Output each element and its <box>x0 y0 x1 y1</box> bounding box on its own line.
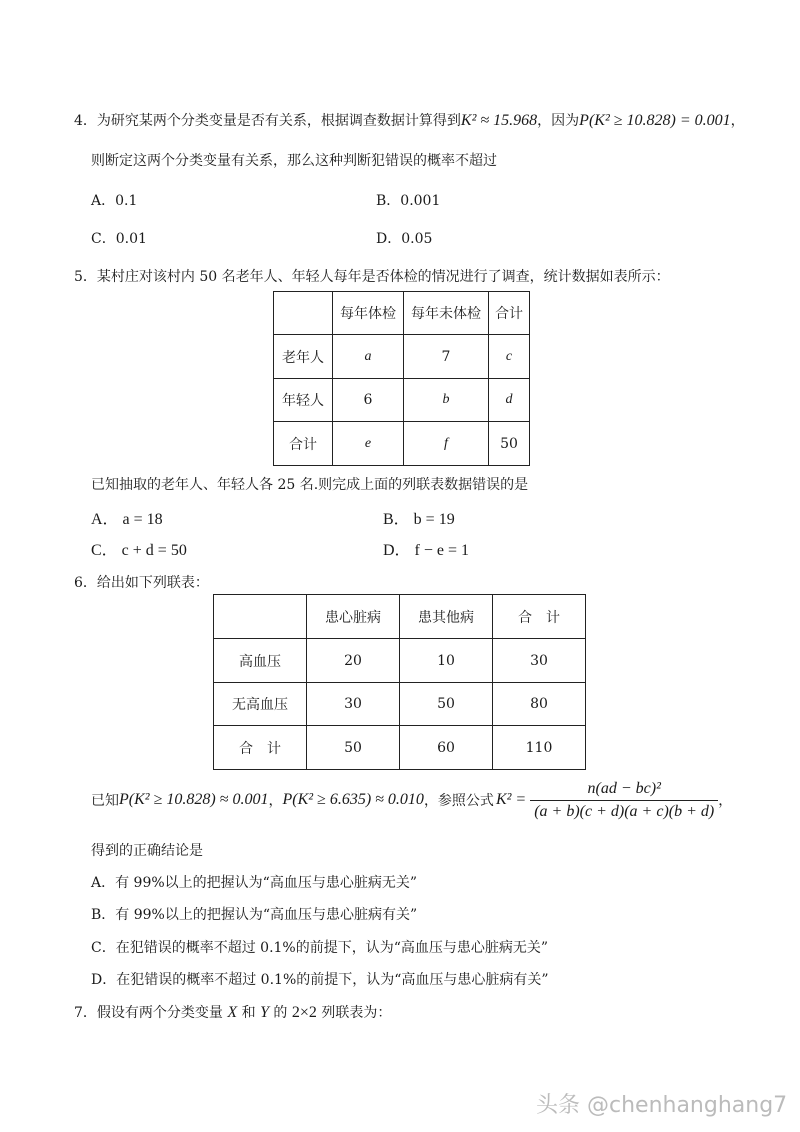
q5-cell: 7 <box>404 335 489 379</box>
q6-header-cell <box>214 595 307 639</box>
q6-formula-fraction <box>530 780 718 821</box>
q6-number: 6． <box>74 575 97 591</box>
q5-header-cell: 每年未体检 <box>404 292 489 335</box>
q6-stem <box>74 572 209 592</box>
q6-sep: ， <box>268 793 283 809</box>
table-row <box>274 379 530 422</box>
q5-row-label: 年轻人 <box>274 379 333 422</box>
q6-cell: 110 <box>493 726 586 770</box>
q6-formula-lhs: K² = <box>495 791 527 808</box>
q6-row-label: 高血压 <box>214 639 307 683</box>
q6-option-d[interactable]: D．在犯错误的概率不超过 0.1%的前提下，认为“高血压与患心脏病有关” <box>91 972 549 988</box>
q5-header-cell: 每年体检 <box>333 292 404 335</box>
q4-stem-line2: 则断定这两个分类变量有关系，那么这种判断犯错误的概率不超过 <box>91 153 497 169</box>
q5-cell: e <box>333 422 404 466</box>
table-row <box>274 422 530 466</box>
q7-number: 7． <box>74 1005 97 1021</box>
q6-option-c[interactable]: C．在犯错误的概率不超过 0.1%的前提下，认为“高血压与患心脏病无关” <box>91 940 549 956</box>
table-row <box>274 335 530 379</box>
q7-size: 2×2 <box>291 1004 317 1021</box>
q4-option-d[interactable]: D．0.05 <box>376 231 433 247</box>
q5-header-cell <box>274 292 333 335</box>
q6-cell: 30 <box>493 639 586 683</box>
q6-formula-end: ， <box>718 793 733 809</box>
q7-of: 的 <box>273 1005 288 1021</box>
q4-option-c[interactable]: C．0.01 <box>91 231 147 247</box>
q7-stem-text-2: 列联表为： <box>321 1005 392 1021</box>
q6-cell: 50 <box>307 726 400 770</box>
q6-cell: 20 <box>307 639 400 683</box>
table-row <box>214 639 586 683</box>
q4-stem-text: 为研究某两个分类变量是否有关系，根据调查数据计算得到 <box>96 113 461 129</box>
q4-end-text: ， <box>730 113 745 129</box>
q5-option-d[interactable]: D． f − e = 1 <box>383 542 470 559</box>
q5-option-c[interactable]: C． c + d = 50 <box>91 542 187 559</box>
q6-header-cell: 患其他病 <box>400 595 493 639</box>
q6-cell: 50 <box>400 683 493 726</box>
q6-cell: 80 <box>493 683 586 726</box>
q6-option-a[interactable]: A．有 99%以上的把握认为“高血压与患心脏病无关” <box>91 875 417 891</box>
q4-stem-line1 <box>74 110 745 130</box>
table-row <box>214 683 586 726</box>
q6-formula-numerator: n(ad − bc)² <box>530 780 718 801</box>
q6-cell: 10 <box>400 639 493 683</box>
q5-cell: 6 <box>333 379 404 422</box>
q7-and: 和 <box>241 1005 256 1021</box>
q5-option-b[interactable]: B． b = 19 <box>383 511 455 528</box>
q6-cell: 30 <box>307 683 400 726</box>
q6-row-label: 合 计 <box>214 726 307 770</box>
q6-table <box>213 594 586 770</box>
watermark: 头条 @chenhanghang7 <box>536 1093 788 1118</box>
q6-table-header-row <box>214 595 586 639</box>
q6-stem-text: 给出如下列联表： <box>96 575 209 591</box>
q5-cell: f <box>404 422 489 466</box>
q4-option-b[interactable]: B．0.001 <box>376 193 441 209</box>
q4-option-a[interactable]: A．0.1 <box>91 193 138 209</box>
q6-cell: 60 <box>400 726 493 770</box>
q6-header-cell: 患心脏病 <box>307 595 400 639</box>
q5-table <box>273 291 530 466</box>
q5-cell: 50 <box>489 422 530 466</box>
q5-cell: c <box>489 335 530 379</box>
q5-stem <box>74 266 670 286</box>
q6-known-line <box>91 778 732 822</box>
q5-stem-text: 某村庄对该村内 50 名老年人、年轻人每年是否体检的情况进行了调查，统计数据如表所示： <box>96 269 670 285</box>
q6-conclusion: 得到的正确结论是 <box>91 843 203 859</box>
q4-mid-text: ，因为 <box>537 113 580 129</box>
q5-number: 5． <box>74 269 97 285</box>
q6-option-b[interactable]: B．有 99%以上的把握认为“高血压与患心脏病有关” <box>91 907 418 923</box>
q5-row-label: 老年人 <box>274 335 333 379</box>
q4-k-value: K² ≈ 15.968 <box>460 112 538 129</box>
q4-p-value: P(K² ≥ 10.828) = 0.001 <box>579 112 731 129</box>
q6-p2: P(K² ≥ 6.635) ≈ 0.010 <box>282 791 424 808</box>
q7-var-y: Y <box>260 1004 269 1021</box>
q7-stem <box>74 1002 391 1022</box>
q6-header-cell: 合 计 <box>493 595 586 639</box>
q7-var-x: X <box>227 1004 238 1021</box>
q7-stem-text: 假设有两个分类变量 <box>96 1005 223 1021</box>
q6-known-prefix: 已知 <box>91 793 119 809</box>
q5-cell: a <box>333 335 404 379</box>
q6-p1: P(K² ≥ 10.828) ≈ 0.001 <box>119 791 269 808</box>
q5-row-label: 合计 <box>274 422 333 466</box>
q5-cell: b <box>404 379 489 422</box>
table-row <box>214 726 586 770</box>
q6-row-label: 无高血压 <box>214 683 307 726</box>
q6-formula-prefix: ，参照公式 <box>423 793 494 809</box>
q5-known-text: 已知抽取的老年人、年轻人各 25 名.则完成上面的列联表数据错误的是 <box>91 477 529 493</box>
q5-cell: d <box>489 379 530 422</box>
q5-header-cell: 合计 <box>489 292 530 335</box>
q6-formula-denominator: (a + b)(c + d)(a + c)(b + d) <box>534 802 715 820</box>
q5-option-a[interactable]: A． a = 18 <box>91 511 163 528</box>
q5-table-header-row <box>274 292 530 335</box>
q4-number: 4． <box>74 113 97 129</box>
